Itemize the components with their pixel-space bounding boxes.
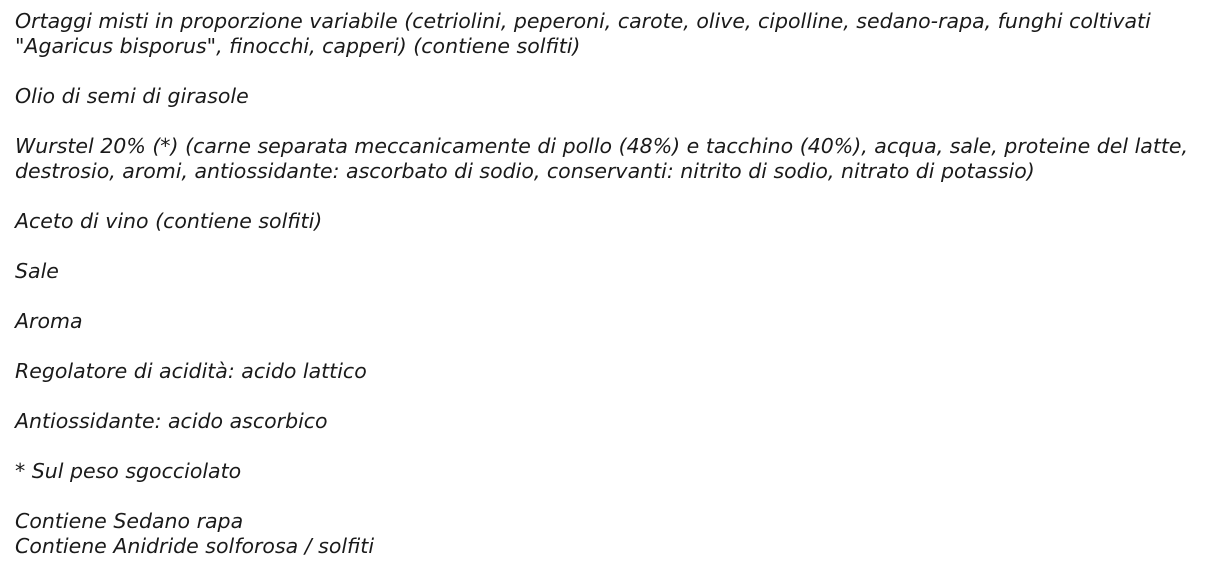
text-line: Antiossidante: acido ascorbico xyxy=(15,409,328,433)
text-line: Regolatore di acidità: acido lattico xyxy=(15,359,367,383)
text-line: Wurstel 20% (*) (carne separata meccanicamente di pollo (48%) e tacchino (40%), acqua, sale, proteine del latte, xyxy=(15,134,1189,158)
text-line: destrosio, aromi, antiossidante: ascorbato di sodio, conservanti: nitrito di sodio, nitrato di potassio) xyxy=(15,159,1035,183)
ingredients-list xyxy=(15,9,1205,584)
ingredient-salt xyxy=(15,259,1205,284)
text-line: Sale xyxy=(15,259,59,283)
ingredient-wine-vinegar xyxy=(15,209,1205,234)
ingredient-wurstel xyxy=(15,134,1205,184)
text-line: Ortaggi misti in proporzione variabile (cetriolini, peperoni, carote, olive, cipolline, sedano-rapa, funghi coltivati xyxy=(15,9,1151,33)
text-line: Aroma xyxy=(15,309,83,333)
ingredient-acidity-regulator xyxy=(15,359,1205,384)
text-line: "Agaricus bisporus", finocchi, capperi) (contiene solfiti) xyxy=(15,34,581,58)
text-line: * Sul peso sgocciolato xyxy=(15,459,242,483)
ingredient-aroma xyxy=(15,309,1205,334)
footnote-drained-weight xyxy=(15,459,1205,484)
ingredient-antioxidant xyxy=(15,409,1205,434)
text-line: Aceto di vino (contiene solfiti) xyxy=(15,209,323,233)
allergen-notice xyxy=(15,509,1205,559)
text-line: Contiene Sedano rapa xyxy=(15,509,244,533)
ingredient-sunflower-oil xyxy=(15,84,1205,109)
ingredient-mixed-vegetables xyxy=(15,9,1205,59)
text-line: Olio di semi di girasole xyxy=(15,84,249,108)
text-line: Contiene Anidride solforosa / solfiti xyxy=(15,534,375,558)
